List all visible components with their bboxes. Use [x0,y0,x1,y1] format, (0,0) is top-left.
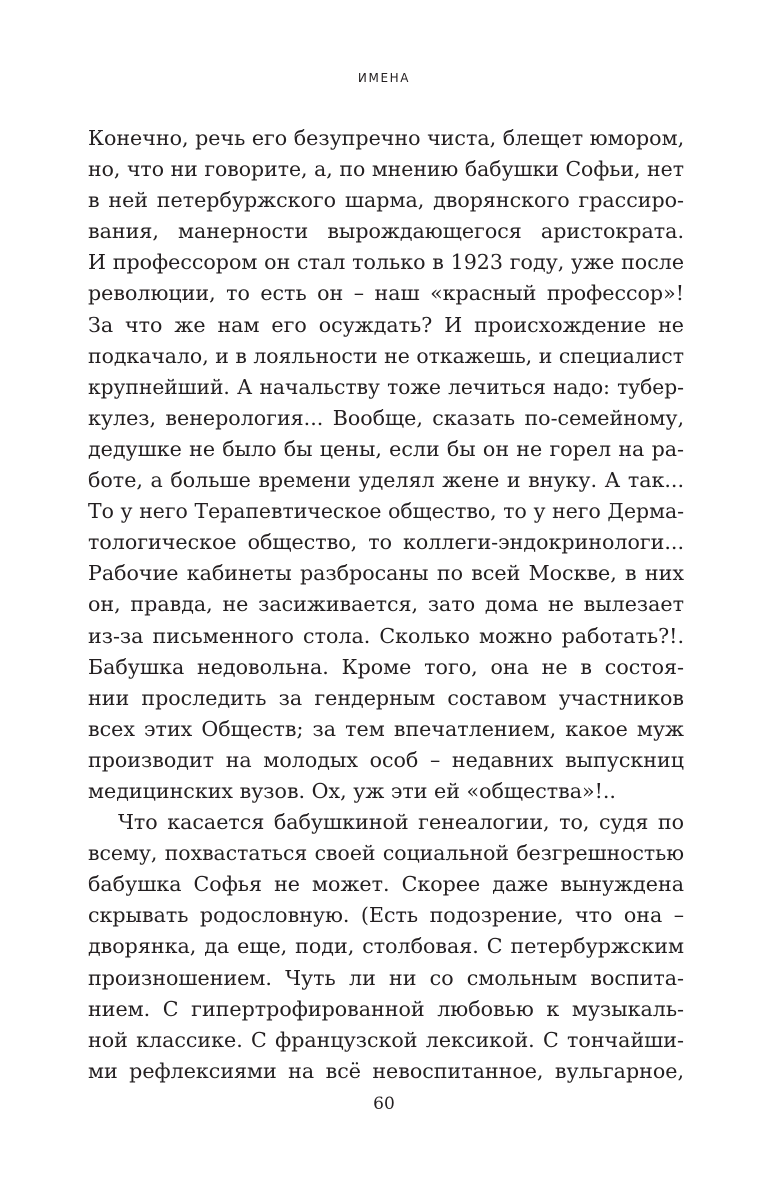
text-line: Что касается бабушкиной генеалогии, то, судя по [118,810,684,835]
text-line: Конечно, речь его безупречно чиста, блещет юмором, [88,126,685,150]
text-line: ной классике. С французской лексикой. С тончайши- [88,1027,684,1052]
page-number: 60 [373,1094,395,1114]
text-line: всех этих Обществ; за тем впечатлением, какое муж [88,716,684,741]
text-line: Бабушка недовольна. Кроме того, она не в состоя- [88,654,684,679]
text-line: подкачало, и в лояльности не откажешь, и специалист [88,343,684,368]
paragraph-2 [88,807,684,1087]
text-line: нием. С гипертрофированной любовью к музыкаль- [88,996,684,1021]
text-line: он, правда, не засиживается, зато дома не вылезает [88,592,684,617]
text-line: ми рефлексиями на всё невоспитанное, вульгарное, [88,1058,684,1083]
text-line: То у него Терапевтическое общество, то у него Дерма- [88,499,684,524]
text-line: произношением. Чуть ли ни со смольным воспита- [88,965,684,990]
paragraph-1 [88,123,684,807]
text-line: медицинских вузов. Ох, уж эти ей «общества»!.. [88,778,616,803]
text-line: дворянка, да еще, поди, столбовая. С петербуржским [88,934,684,959]
running-head: ИМЕНА [357,71,411,85]
text-line: бабушка Софья не может. Скорее даже вынуждена [88,872,684,897]
text-line: кулез, венерология... Вообще, сказать по-семейному, [88,405,684,430]
text-line: Рабочие кабинеты разбросаны по всей Москве, в них [88,561,684,586]
text-line: революции, то есть он – наш «красный профессор»! [88,281,684,306]
text-line: из-за письменного стола. Сколько можно работать?!. [88,623,684,648]
text-line: тологическое общество, то коллеги-эндокринологи... [88,530,684,555]
text-line: скрывать родословную. (Есть подозрение, что она – [88,903,684,928]
body-text [88,123,684,1087]
text-line: но, что ни говорите, а, по мнению бабушки Софьи, нет [88,157,684,182]
text-line: в ней петербуржского шарма, дворянского грассиро- [88,188,684,213]
text-line: И профессором он стал только в 1923 году, уже после [88,250,684,275]
text-line: дедушке не было бы цены, если бы он не горел на ра- [88,436,684,461]
text-line: всему, похвастаться своей социальной безгрешностью [88,841,684,866]
text-line: боте, а больше времени уделял жене и внуку. А так... [88,468,684,493]
text-line: нии проследить за гендерным составом участников [88,685,684,710]
text-line: крупнейший. А начальству тоже лечиться надо: тубер- [88,374,684,399]
text-line: вания, манерности вырождающегося аристократа. [88,219,684,244]
text-line: За что же нам его осуждать? И происхождение не [88,312,684,337]
text-line: производит на молодых особ – недавних выпускниц [88,747,684,772]
